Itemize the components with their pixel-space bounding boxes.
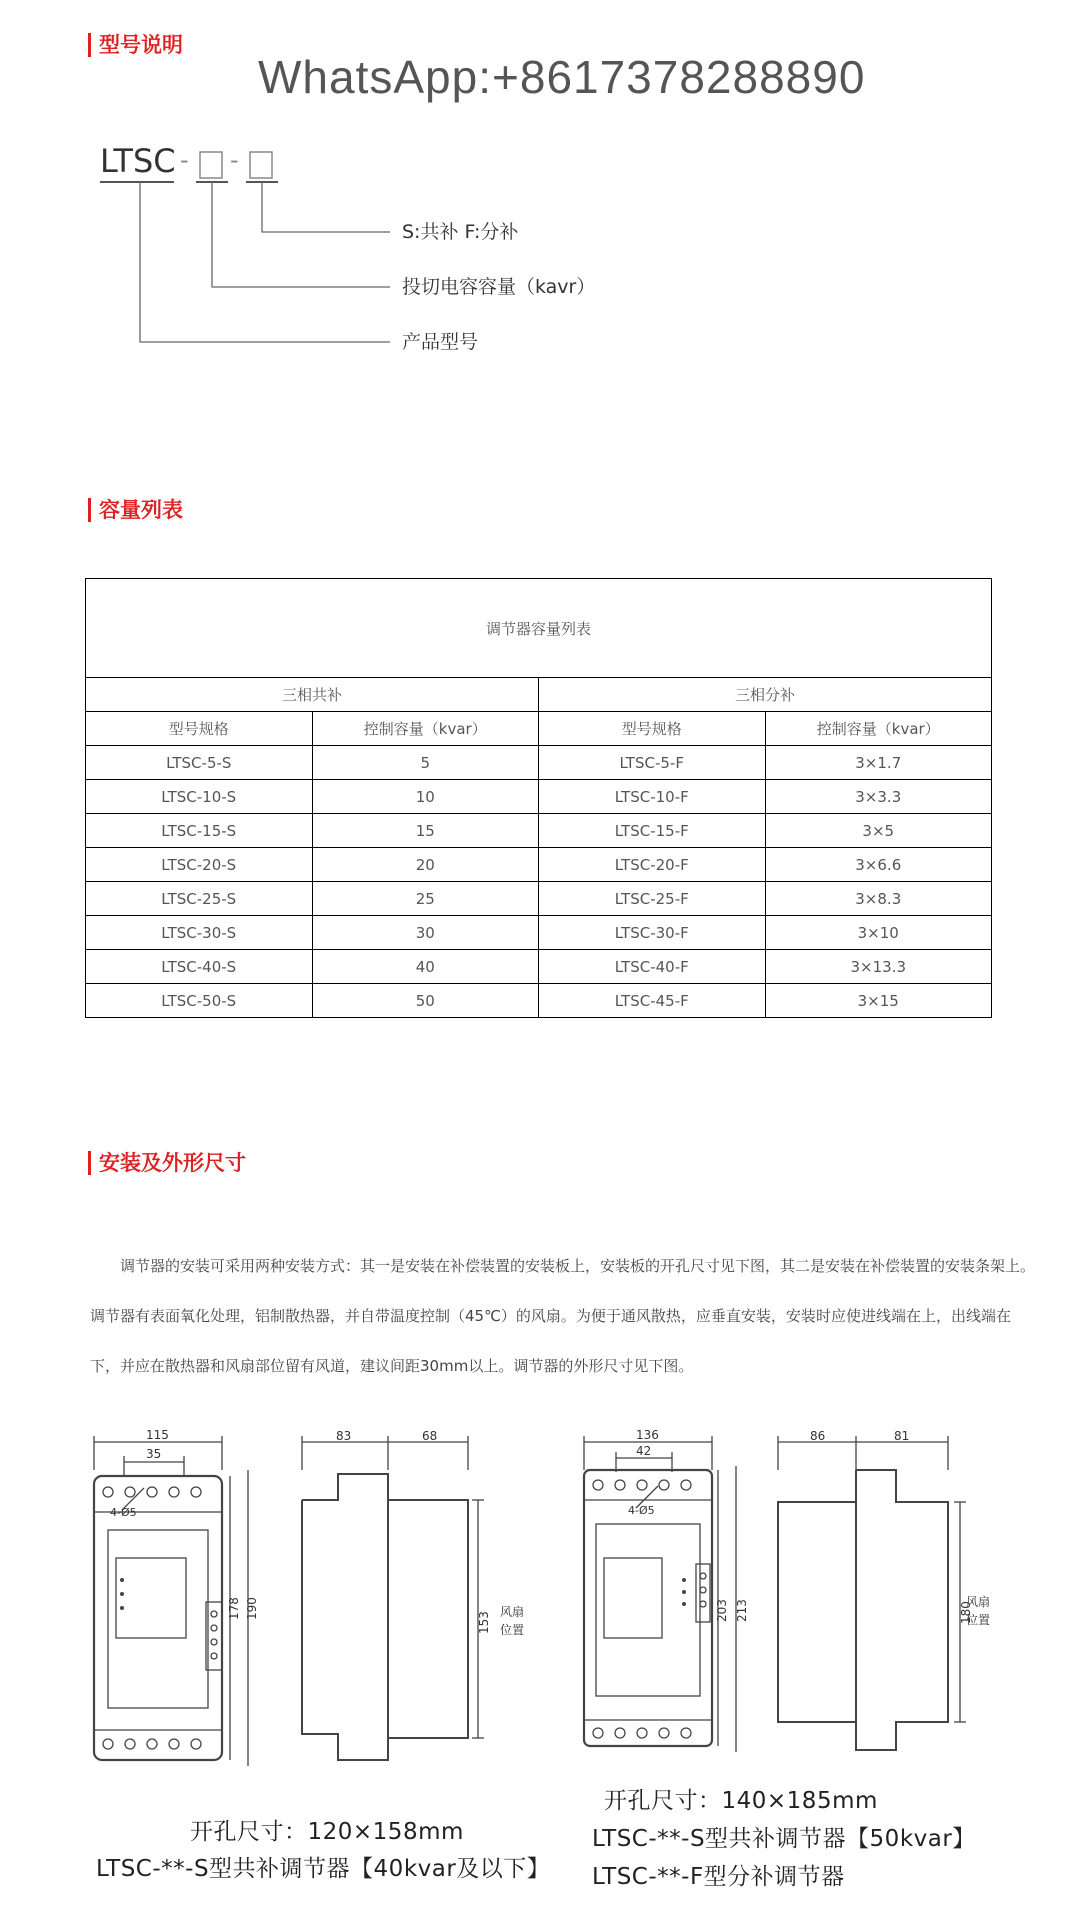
- right-drawing-caption-1: LTSC-**-S型共补调节器【50kvar】: [592, 1826, 976, 1852]
- table-row: [86, 950, 992, 984]
- table-cell: 3×1.7: [765, 746, 992, 780]
- dim-front-width: 136: [636, 1428, 659, 1442]
- table-cell: 20: [312, 848, 539, 882]
- dim-height-outer: 213: [735, 1599, 749, 1622]
- fan-label-2: 位置: [966, 1613, 991, 1627]
- table-cell: LTSC-40-S: [86, 950, 313, 984]
- group-header-split: 三相分补: [539, 678, 992, 712]
- legend-product-model: 产品型号: [402, 331, 479, 353]
- left-cutout-size: 开孔尺寸：120×158mm: [190, 1819, 464, 1845]
- table-cell: LTSC-30-F: [539, 916, 766, 950]
- table-cell: 3×8.3: [765, 882, 992, 916]
- table-cell: LTSC-25-S: [86, 882, 313, 916]
- table-cell: 3×5: [765, 814, 992, 848]
- table-row: [86, 848, 992, 882]
- table-cell: LTSC-5-F: [539, 746, 766, 780]
- table-cell: 10: [312, 780, 539, 814]
- table-cell: 50: [312, 984, 539, 1018]
- dim-side-a: 86: [810, 1429, 826, 1443]
- dim-height-inner: 178: [227, 1597, 241, 1620]
- model-dash-2: -: [230, 146, 239, 174]
- table-cell: LTSC-20-S: [86, 848, 313, 882]
- watermark: WhatsApp:+8617378288890: [258, 51, 866, 103]
- table-row: [86, 780, 992, 814]
- model-dash-1: -: [180, 146, 189, 174]
- table-cell: 30: [312, 916, 539, 950]
- table-cell: 3×15: [765, 984, 992, 1018]
- right-front-view-drawing: [580, 1430, 760, 1760]
- right-drawing-caption-2: LTSC-**-F型分补调节器: [592, 1864, 845, 1890]
- install-paragraph-line-2: 调节器有表面氧化处理，铝制散热器，并自带温度控制（45℃）的风扇。为便于通风散热，应垂直安装，安装时应使进线端在上，出线端在: [90, 1307, 1011, 1325]
- dim-front-width: 115: [146, 1428, 169, 1442]
- dim-side-height: 180: [959, 1601, 973, 1624]
- install-paragraph-line-3: 下，并应在散热器和风扇部位留有风道，建议间距30mm以上。调节器的外形尺寸见下图。: [90, 1357, 694, 1375]
- legend-capacity: 投切电容容量（kavr）: [402, 276, 596, 298]
- table-row: [86, 882, 992, 916]
- table-cell: LTSC-20-F: [539, 848, 766, 882]
- section-heading-capacity: 容量列表: [88, 498, 183, 522]
- model-prefix: LTSC: [100, 142, 176, 180]
- table-row: [86, 814, 992, 848]
- table-cell: LTSC-50-S: [86, 984, 313, 1018]
- table-cell: 3×10: [765, 916, 992, 950]
- group-header-common: 三相共补: [86, 678, 539, 712]
- table-row: [86, 916, 992, 950]
- fan-label: 风扇: [966, 1595, 991, 1609]
- table-cell: LTSC-5-S: [86, 746, 313, 780]
- table-cell: LTSC-15-F: [539, 814, 766, 848]
- table-cell: 5: [312, 746, 539, 780]
- left-side-view-drawing: [290, 1429, 525, 1770]
- section-heading-model: 型号说明: [88, 33, 183, 57]
- table-cell: 3×6.6: [765, 848, 992, 882]
- section-heading-install: 安装及外形尺寸: [88, 1151, 246, 1175]
- table-cell: LTSC-30-S: [86, 916, 313, 950]
- dim-side-a: 83: [336, 1429, 352, 1443]
- table-cell: LTSC-40-F: [539, 950, 766, 984]
- dim-holes: 4-Ø5: [628, 1504, 655, 1517]
- table-cell: 3×3.3: [765, 780, 992, 814]
- column-header: 型号规格: [539, 712, 766, 746]
- left-front-view-drawing: [80, 1430, 280, 1770]
- capacity-table: [85, 578, 992, 1018]
- dim-height-outer: 190: [245, 1597, 259, 1620]
- table-cell: 3×13.3: [765, 950, 992, 984]
- table-title: 调节器容量列表: [86, 579, 992, 678]
- dim-hole-spacing: 42: [636, 1444, 652, 1458]
- table-cell: LTSC-25-F: [539, 882, 766, 916]
- dim-hole-spacing: 35: [146, 1447, 162, 1461]
- table-cell: 25: [312, 882, 539, 916]
- table-cell: LTSC-10-S: [86, 780, 313, 814]
- install-paragraph-line-1: 调节器的安装可采用两种安装方式：其一是安装在补偿装置的安装板上，安装板的开孔尺寸见下图，其二是安装在补偿装置的安装条架上。: [120, 1257, 1036, 1275]
- dim-side-b: 68: [422, 1429, 438, 1443]
- table-cell: LTSC-15-S: [86, 814, 313, 848]
- right-side-view-drawing: [770, 1430, 1000, 1760]
- column-header: 控制容量（kvar）: [765, 712, 992, 746]
- table-cell: 40: [312, 950, 539, 984]
- fan-label: 风扇: [500, 1605, 525, 1619]
- table-cell: LTSC-10-F: [539, 780, 766, 814]
- left-drawing-caption: LTSC-**-S型共补调节器【40kvar及以下】: [96, 1856, 551, 1882]
- table-cell: LTSC-45-F: [539, 984, 766, 1018]
- fan-label-2: 位置: [500, 1623, 525, 1637]
- column-header: 型号规格: [86, 712, 313, 746]
- column-header: 控制容量（kvar）: [312, 712, 539, 746]
- right-cutout-size: 开孔尺寸：140×185mm: [604, 1788, 878, 1814]
- table-row: [86, 746, 992, 780]
- legend-compensation-type: S:共补 F:分补: [402, 221, 519, 243]
- table-row: [86, 984, 992, 1018]
- dim-side-height: 153: [477, 1611, 491, 1634]
- dim-holes: 4-Ø5: [110, 1506, 137, 1519]
- model-code-diagram: [90, 130, 650, 370]
- dim-side-b: 81: [894, 1429, 910, 1443]
- dim-height-inner: 203: [715, 1599, 729, 1622]
- table-cell: 15: [312, 814, 539, 848]
